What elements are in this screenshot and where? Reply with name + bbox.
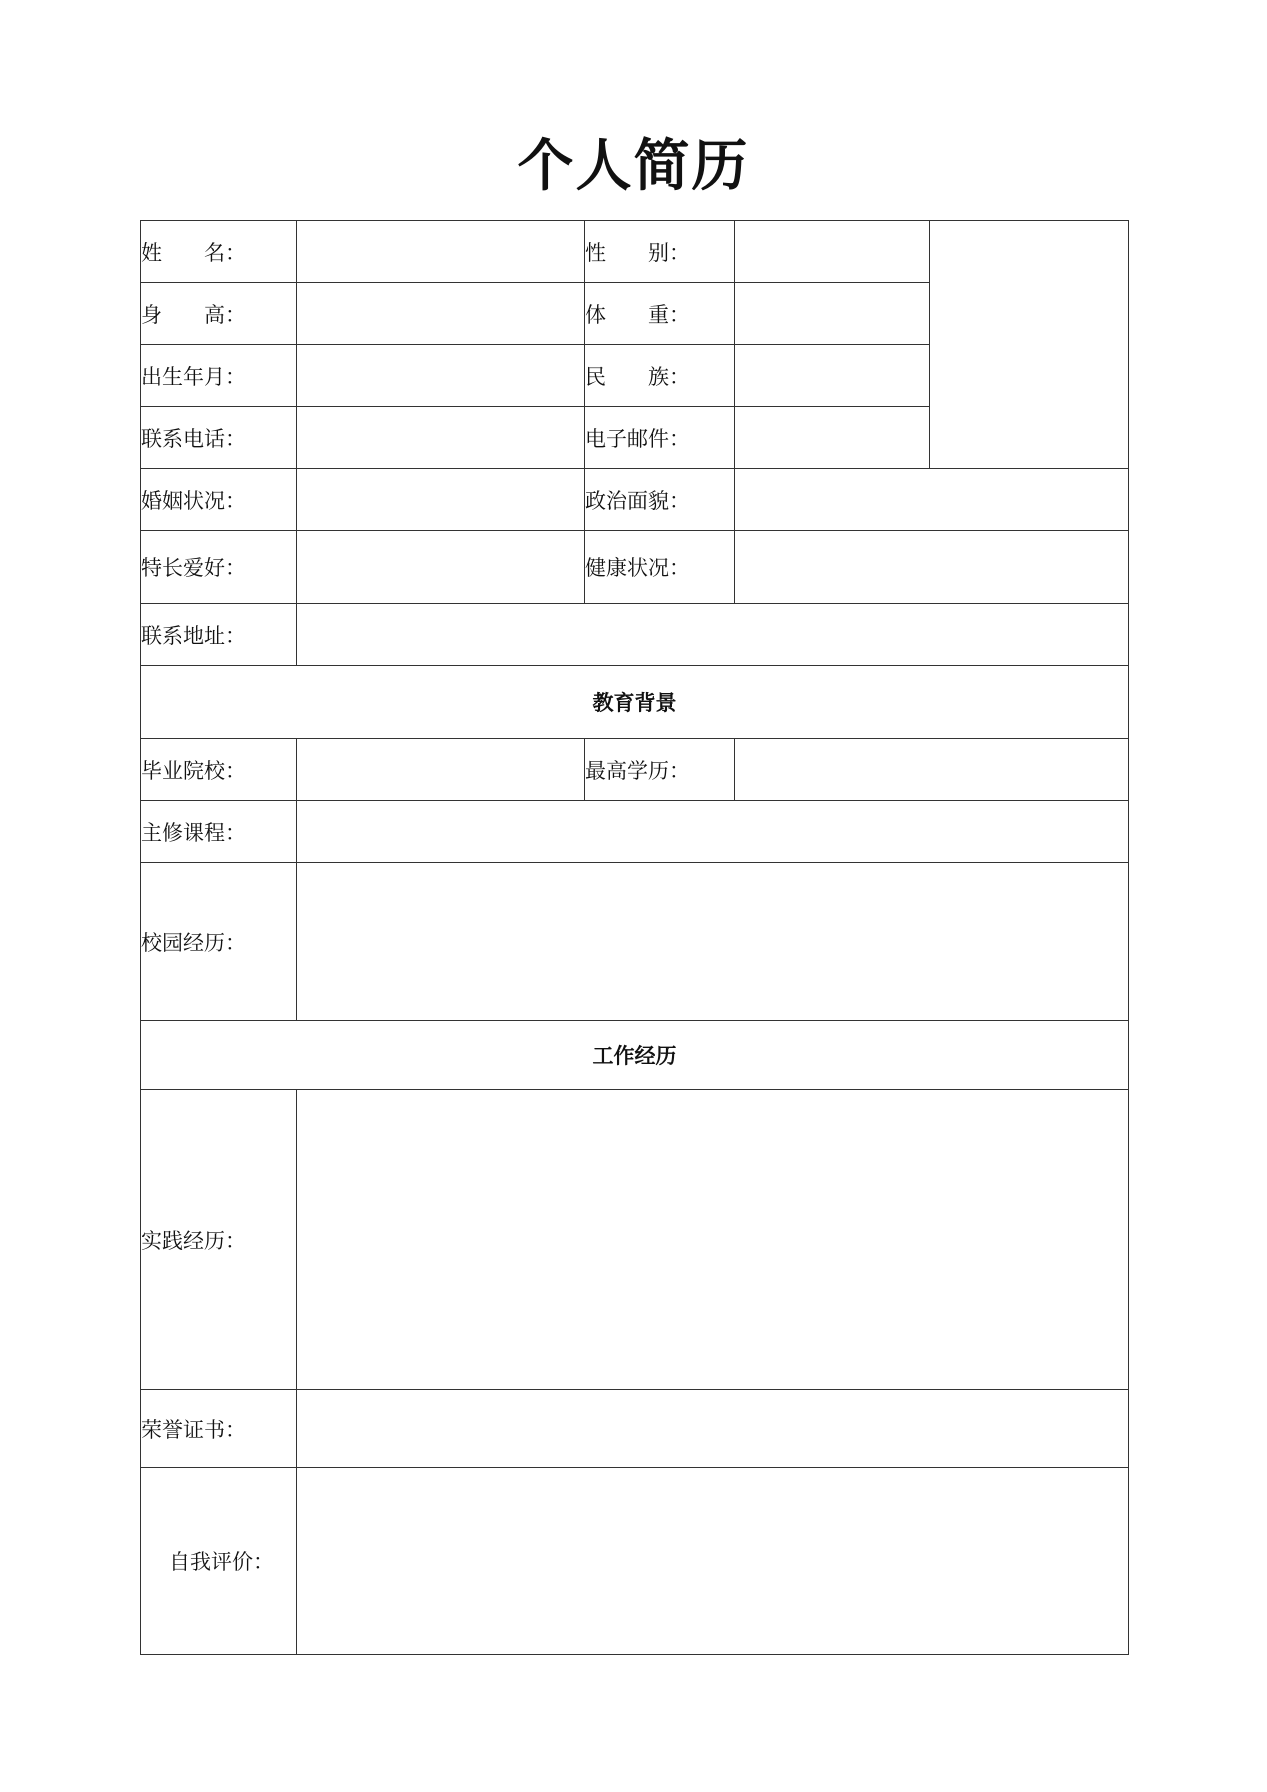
label-gender: 性 别：: [585, 221, 735, 283]
height-field[interactable]: [297, 283, 585, 345]
resume-form-table: [140, 220, 1129, 1655]
label-political: 政治面貌：: [585, 469, 735, 531]
address-field[interactable]: [297, 604, 1129, 666]
name-field[interactable]: [297, 221, 585, 283]
practice-field[interactable]: [297, 1090, 1129, 1390]
school-field[interactable]: [297, 739, 585, 801]
label-courses: 主修课程：: [141, 801, 297, 863]
label-honors: 荣誉证书：: [141, 1390, 297, 1468]
row-marital: [141, 469, 1129, 531]
label-marital: 婚姻状况：: [141, 469, 297, 531]
row-hobbies: [141, 531, 1129, 604]
label-birth: 出生年月：: [141, 345, 297, 407]
row-name: [141, 221, 1129, 283]
label-degree: 最高学历：: [585, 739, 735, 801]
self-eval-field[interactable]: [297, 1468, 1129, 1655]
ethnicity-field[interactable]: [735, 345, 930, 407]
political-field[interactable]: [735, 469, 1129, 531]
work-section-header: 工作经历: [141, 1021, 1129, 1090]
degree-field[interactable]: [735, 739, 1129, 801]
courses-field[interactable]: [297, 801, 1129, 863]
row-education-header: [141, 666, 1129, 739]
label-health: 健康状况：: [585, 531, 735, 604]
row-campus: [141, 863, 1129, 1021]
campus-field[interactable]: [297, 863, 1129, 1021]
row-honors: [141, 1390, 1129, 1468]
birth-field[interactable]: [297, 345, 585, 407]
label-practice: 实践经历：: [141, 1090, 297, 1390]
weight-field[interactable]: [735, 283, 930, 345]
label-phone: 联系电话：: [141, 407, 297, 469]
row-self-eval: [141, 1468, 1129, 1655]
education-section-header: 教育背景: [141, 666, 1129, 739]
label-weight: 体 重：: [585, 283, 735, 345]
row-school: [141, 739, 1129, 801]
email-field[interactable]: [735, 407, 930, 469]
label-school: 毕业院校：: [141, 739, 297, 801]
label-self-eval: 自我评价：: [141, 1468, 297, 1655]
marital-field[interactable]: [297, 469, 585, 531]
hobbies-field[interactable]: [297, 531, 585, 604]
health-field[interactable]: [735, 531, 1129, 604]
row-practice: [141, 1090, 1129, 1390]
phone-field[interactable]: [297, 407, 585, 469]
label-address: 联系地址：: [141, 604, 297, 666]
honors-field[interactable]: [297, 1390, 1129, 1468]
label-email: 电子邮件：: [585, 407, 735, 469]
row-work-header: [141, 1021, 1129, 1090]
page-title: 个人简历: [517, 133, 750, 199]
label-height: 身 高：: [141, 283, 297, 345]
label-name: 姓 名：: [141, 221, 297, 283]
row-address: [141, 604, 1129, 666]
label-hobbies: 特长爱好：: [141, 531, 297, 604]
row-courses: [141, 801, 1129, 863]
label-campus: 校园经历：: [141, 863, 297, 1021]
photo-box[interactable]: [930, 221, 1129, 469]
label-ethnicity: 民 族：: [585, 345, 735, 407]
gender-field[interactable]: [735, 221, 930, 283]
